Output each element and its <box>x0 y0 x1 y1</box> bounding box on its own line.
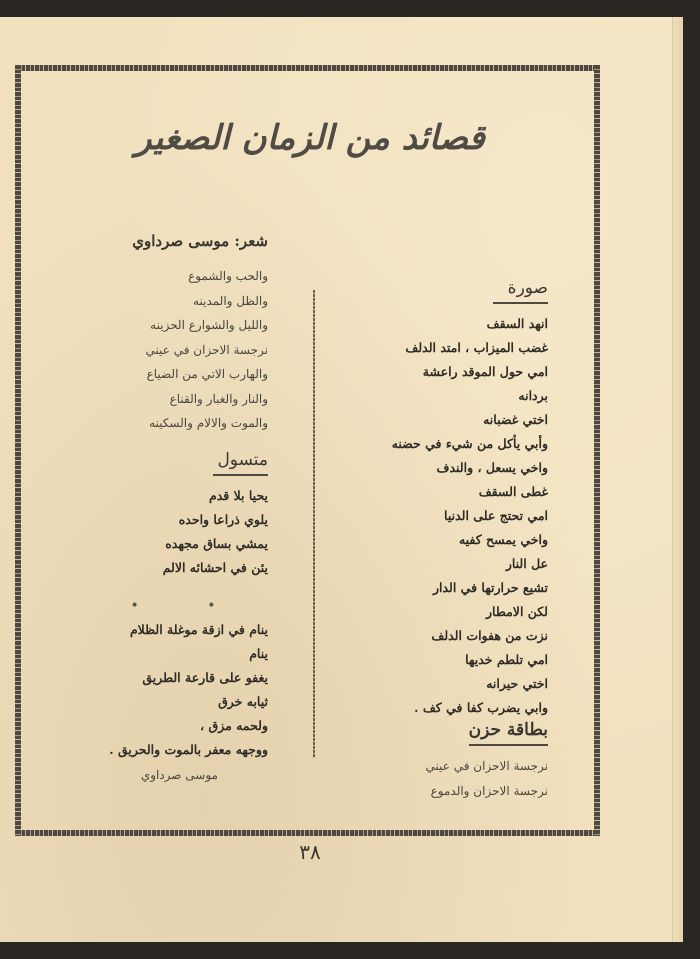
poem-line: ينام <box>249 645 268 661</box>
poem-line: اختي حيرانه <box>486 676 548 691</box>
intro-stanza <box>80 264 268 436</box>
poem-line: ينام في ازقة موغلة الظلام <box>129 621 268 637</box>
poem-line: واخي يسعل ، والندف <box>436 460 548 475</box>
poem-line: امي حول الموقد راعشة بردانه <box>422 364 548 403</box>
poem-line: وأبي يأكل من شيء في حضنه <box>391 436 548 451</box>
poem-line: يلوي ذراعا واحده <box>178 511 268 527</box>
poem-line: نرجسة الاحزان في عيني <box>425 759 548 773</box>
poem-sura-body <box>390 312 548 720</box>
poem-line: وابي يضرب كفا في كف . <box>414 700 548 715</box>
poem-line: يغفو على قارعة الطريق <box>142 669 268 685</box>
poem-line: غطى السقف <box>478 484 548 499</box>
poem-line: والظل والمدينه <box>193 293 268 308</box>
poem-line: والنار والغبار والقناع <box>169 391 268 406</box>
decorative-border-bottom <box>17 830 600 836</box>
poem-line: نزت من هفوات الدلف <box>431 628 548 643</box>
poem-heading-bitaqa: بطاقة حزن <box>469 720 548 746</box>
poem-line: والموت والالام والسكينه <box>149 416 268 430</box>
poem-line: ولحمه مزق ، <box>200 717 268 733</box>
poem-heading-sura: صورة <box>493 278 548 304</box>
poem-line: امي تلطم خديها <box>465 652 548 667</box>
poem-line: انهد السقف <box>486 316 548 331</box>
decorative-border-top <box>17 65 600 71</box>
poem-line: لكن الامطار <box>486 604 548 619</box>
poem-line: نرجسة الاحزان والدموع <box>430 783 548 798</box>
author-byline: شعر: موسى صرداوي <box>132 232 268 250</box>
left-column <box>80 232 268 782</box>
continuation-stanza <box>80 618 268 762</box>
decorative-border-left <box>15 65 21 836</box>
poem-line: غضب الميزاب ، امتد الدلف <box>405 340 548 355</box>
poem-line: والهارب الاتي من الضياع <box>146 367 268 381</box>
poem-line: والليل والشوارع الحزينه <box>150 318 268 332</box>
poem-line: نرجسة الاحزان في عيني <box>145 342 268 357</box>
poem-line: يمشي بساق مجهده <box>165 535 268 551</box>
page-edge <box>672 17 683 942</box>
poem-line: واخي يمسح كفيه <box>458 532 548 547</box>
poem-heading-mutasawwil: متسول <box>213 450 268 476</box>
poem-line: ثيابه خرق <box>218 693 268 709</box>
column-divider <box>313 290 315 758</box>
poem-line: امي تحتج على الدنيا <box>444 508 548 523</box>
page-title: قصائد من الزمان الصغير <box>135 118 485 158</box>
poem-line: عل النار <box>505 556 548 571</box>
poem-line: اختي غضبانه <box>483 412 548 427</box>
stanza-separator: • • <box>130 597 248 614</box>
poem-mutasawwil-body <box>80 484 268 580</box>
poem-line: والحب والشموع <box>188 269 268 283</box>
author-signature: موسى صرداوي <box>140 767 218 782</box>
decorative-border-right <box>594 65 600 836</box>
poem-bitaqa-body <box>390 754 548 803</box>
poem-line: ووجهه معفر بالموت والحريق . <box>109 741 268 757</box>
right-column <box>390 278 548 803</box>
poem-line: يحيا بلا قدم <box>208 487 268 503</box>
poem-line: تشيع حرارتها في الدار <box>432 580 548 595</box>
page-number: ٣٨ <box>299 840 321 864</box>
poem-line: يئن في احشائه الالم <box>162 559 268 575</box>
